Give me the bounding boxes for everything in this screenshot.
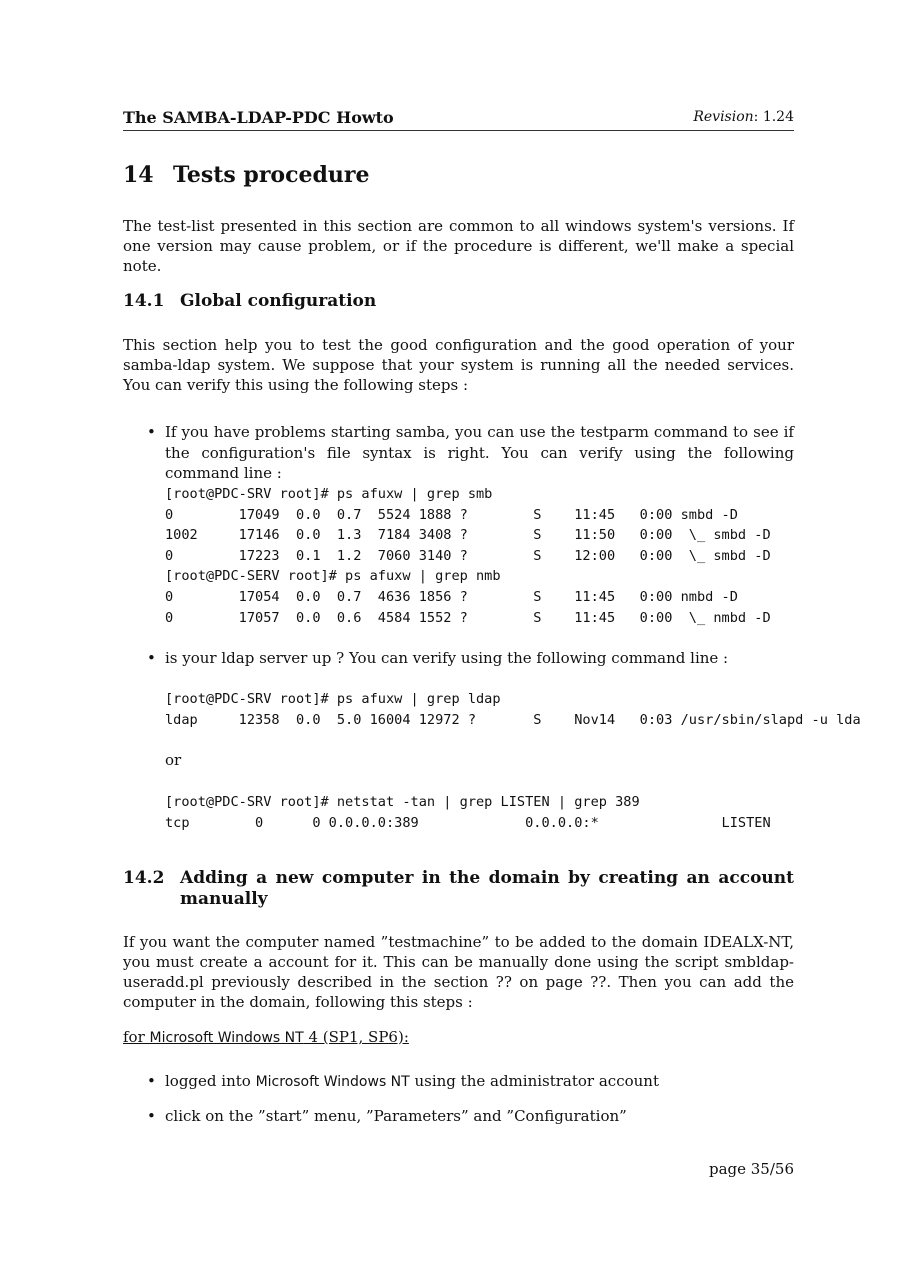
- document-page: The SAMBA-LDAP-PDC Howto Revision: 1.24 14 Tests procedure The test-list presented in this section are common to all windows system's versions. If one version may cause problem, or if the procedure is different, we'll make a special note. 14.1 Global configuration This section help you to test the good configuration and the good operation of your samba-ldap system. We suppose that your system is running all the needed services. You can verify this using the following steps : • If you have problems starting samba, you can use the testparm command to see if the configuration's file syntax is right. You can verify using the following command line : [root@PDC-SRV root]# ps afuxw | grep smb 0 17049 0.0 0.7 5524 1888 ? S 11:45 0:00 smbd -D 1002 17146 0.0 1.3 7184 3408 ? S 11:50 0:00 \_ smbd -D 0 17223 0.1 1.2 7060 3140 ? S 12:00 0:00 \_ smbd -D [root@PDC-SERV root]# ps afuxw | grep nmb 0 17054 0.0 0.7 4636 1856 ? S 11:45 0:00 nmbd -D 0 17057 0.0 0.6 4584 1552 ? S 11:45 0:00 \_ nmbd -D • is your ldap server up ? You can verify using the following command line : [root@PDC-SRV root]# ps afuxw | grep ldap ldap 12358 0.0 5.0 16004 12972 ? S Nov14 0:03 /usr/sbin/slapd -u lda or [root@PDC-SRV root]# netstat -tan | grep LISTEN | grep 389 tcp 0 0 0.0.0.0:389 0.0.0.0:* LISTEN 14.2 Adding a new computer in the domain by creating an account manually If you want the computer named ”testmachine” to be added to the domain IDEALX-NT, you must create a account for it. This can be manually done using the script smbldap-useradd.pl previously described in the section ?? on page ??. Then you can add the computer in the domain, following this steps : for Microsoft Windows NT 4 (SP1, SP6): • logged into Microsoft Windows NT using the administrator account • click on the ”start” menu, ”Parameters” and ”Configuration” page 35/56: [123, 108, 861, 1178]
- code-block-smb: [root@PDC-SRV root]# ps afuxw | grep smb 0 17049 0.0 0.7 5524 1888 ? S 11:45 0:00 smbd -D 1002 17146 0.0 1.3 7184 3408 ? S 11:50 0:00 \_ smbd -D 0 17223 0.1 1.2 7060 3140 ? S 12:00 0:00 \_ smbd -D [root@PDC-SERV root]# ps afuxw | grep nmb 0 17054 0.0 0.7 4636 1856 ? S 11:45 0:00 nmbd -D 0 17057 0.0 0.6 4584 1552 ? S 11:45 0:00 \_ nmbd -D: [165, 486, 771, 626]
- section-14-intro: The test-list presented in this section are common to all windows system's versions. If one version may cause problem, or if the procedure is different, we'll make a special note.: [123, 217, 794, 275]
- code-block-ldap: [root@PDC-SRV root]# ps afuxw | grep ldap ldap 12358 0.0 5.0 16004 12972 ? S Nov14 0:03 /usr/sbin/slapd -u lda: [165, 691, 861, 728]
- nt4-subheading: for Microsoft Windows NT 4 (SP1, SP6):: [123, 1028, 409, 1046]
- bullet-marker: •: [147, 423, 156, 441]
- section-14-heading: 14 Tests procedure: [123, 162, 370, 188]
- revision-label: Revision: 1.24: [693, 109, 794, 125]
- bullet-marker: •: [147, 649, 156, 667]
- bullet-marker: •: [147, 1072, 156, 1090]
- code-block-netstat: [root@PDC-SRV root]# netstat -tan | grep LISTEN | grep 389 tcp 0 0 0.0.0.0:389 0.0.0.0:* LISTEN: [165, 794, 771, 831]
- bullet-login: logged into Microsoft Windows NT using the administrator account: [165, 1072, 659, 1090]
- bullet-ldap: is your ldap server up ? You can verify using the following command line :: [165, 649, 729, 667]
- or-text: or: [165, 751, 182, 769]
- bullet-testparm: If you have problems starting samba, you can use the testparm command to see if the configuration's file syntax is right. You can verify using the following command line :: [165, 423, 794, 482]
- bullet-marker: •: [147, 1107, 156, 1125]
- document-title: The SAMBA-LDAP-PDC Howto: [123, 108, 394, 127]
- section-14-1-intro: This section help you to test the good configuration and the good operation of your samba-ldap system. We suppose that your system is running all the needed services. You can verify this using the following steps :: [123, 336, 794, 394]
- bullet-start-menu: click on the ”start” menu, ”Parameters” and ”Configuration”: [165, 1107, 627, 1125]
- section-14-2-intro: If you want the computer named ”testmachine” to be added to the domain IDEALX-NT, you must create a account for it. This can be manually done using the script smbldap-useradd.pl previously described in the section ?? on page ??. Then you can add the computer in the domain, following this steps :: [123, 933, 794, 1011]
- running-header: [123, 108, 794, 131]
- page-number: page 35/56: [708, 1160, 794, 1178]
